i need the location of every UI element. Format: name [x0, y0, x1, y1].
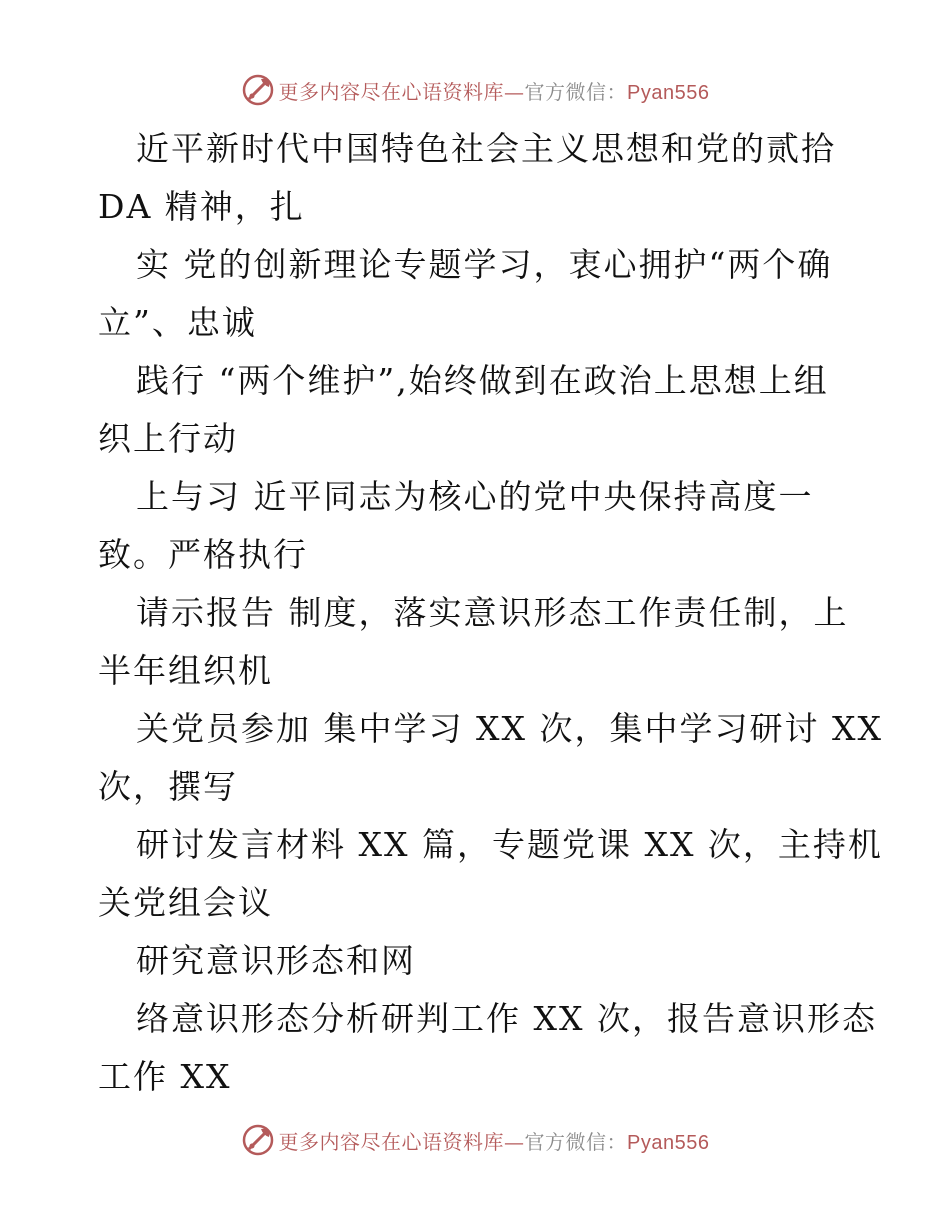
- text-line: 近平新时代中国特色社会主义思想和党的贰拾: [136, 129, 836, 168]
- text-line: 次，撰写: [98, 767, 238, 806]
- watermark-footer: [0, 1120, 950, 1160]
- text-line: 立”、忠诚: [98, 303, 257, 342]
- watermark-main: 更多内容尽在心语资料库: [278, 1129, 505, 1154]
- text-line: 关党组会议: [98, 883, 273, 922]
- watermark-header: [0, 70, 950, 110]
- watermark-text: [279, 1126, 710, 1155]
- watermark-wechat-id: Pyan556: [627, 81, 710, 104]
- text-line: 践行 “两个维护”,始终做到在政治上思想上组: [136, 361, 829, 400]
- watermark-text: [279, 76, 710, 105]
- text-line: 织上行动: [98, 419, 238, 458]
- watermark-wechat-label: 官方微信：: [524, 79, 628, 104]
- watermark-dash: —: [504, 1129, 525, 1154]
- text-line: 研究意识形态和网: [136, 941, 416, 980]
- watermark-dash: —: [504, 79, 525, 104]
- watermark-main: 更多内容尽在心语资料库: [278, 79, 505, 104]
- watermark-wechat-id: Pyan556: [627, 1131, 710, 1154]
- text-line: 半年组织机: [98, 651, 273, 690]
- text-line: 致。严格执行: [98, 535, 308, 574]
- document-body: [98, 120, 883, 1106]
- text-line: 上与习 近平同志为核心的党中央保持高度一: [136, 477, 814, 516]
- text-line: 络意识形态分析研判工作 XX 次，报告意识形态: [136, 999, 877, 1038]
- text-line: 实 党的创新理论专题学习，衷心拥护“两个确: [136, 245, 833, 284]
- quill-logo-icon: [241, 73, 275, 107]
- watermark-wechat-label: 官方微信：: [524, 1129, 628, 1154]
- text-line: DA 精神，扎: [98, 187, 305, 226]
- text-line: 研讨发言材料 XX 篇，专题党课 XX 次，主持机: [136, 825, 883, 864]
- text-line: 请示报告 制度，落实意识形态工作责任制，上: [136, 593, 849, 632]
- quill-logo-icon: [241, 1123, 275, 1157]
- text-line: 工作 XX: [98, 1057, 232, 1096]
- text-line: 关党员参加 集中学习 XX 次，集中学习研讨 XX: [136, 709, 883, 748]
